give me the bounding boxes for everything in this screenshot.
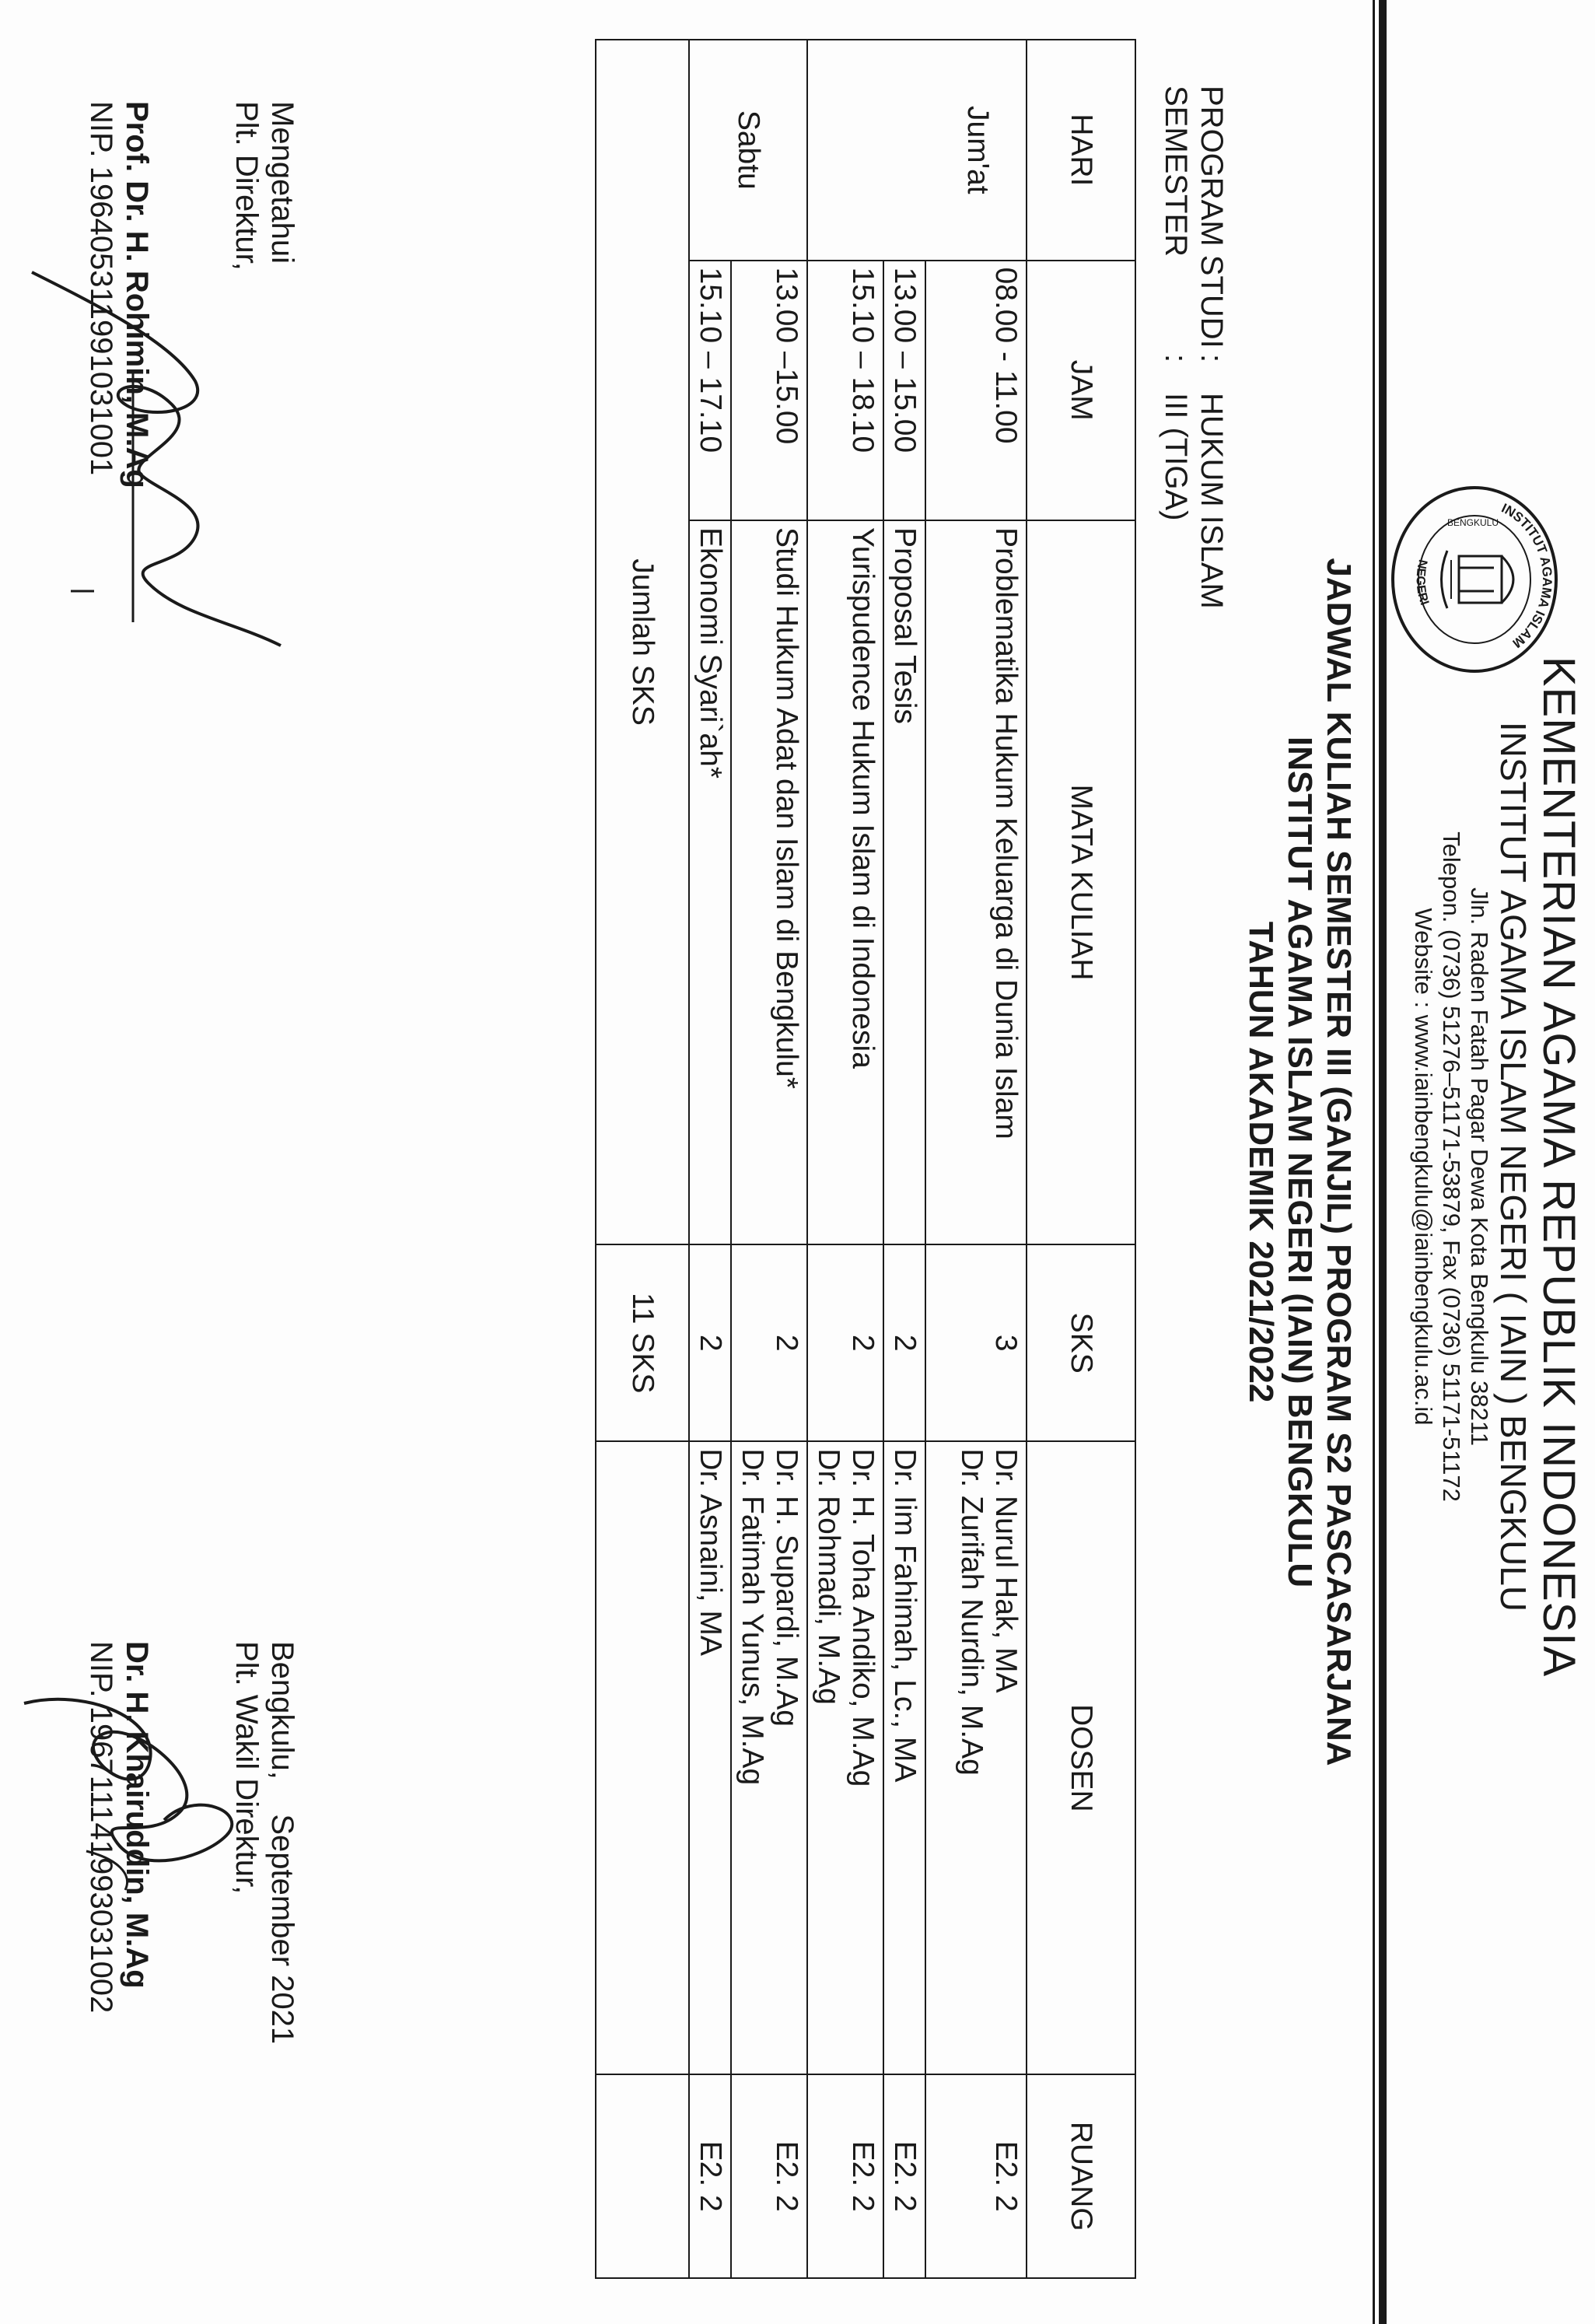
empty-cell: [596, 2074, 689, 2278]
table-total-row: [596, 40, 689, 2278]
separator: :: [1195, 354, 1229, 363]
cell-jam: 13.00 –15.00: [731, 261, 807, 520]
letterhead: [1409, 544, 1583, 1789]
handwritten-signature-director: [1, 257, 327, 661]
cell-mata-kuliah: Yurispudence Hukum Islam di Indonesia: [807, 520, 883, 1244]
cell-sks: 2: [731, 1244, 807, 1441]
lecturer-name: Dr. Iim Fahimah, Lc., MA: [888, 1448, 922, 1783]
sig-left-line1: Mengetahui: [265, 101, 299, 264]
header-mata-kuliah: MATA KULIAH: [1027, 520, 1135, 1244]
table-row: [807, 40, 883, 2278]
title-line-2: INSTITUT AGAMA ISLAM NEGERI (IAIN) BENGKULU: [1281, 736, 1319, 1588]
cell-sks: 2: [807, 1244, 883, 1441]
sig-left-line2: Plt. Direktur,: [229, 101, 264, 271]
institute-address: Jln. Raden Fatah Pagar Dewa Kota Bengkulu 38211: [1466, 887, 1493, 1447]
semester-row: [1158, 86, 1194, 609]
cell-jam: 13.00 – 15.00: [883, 261, 925, 520]
logo-text-top: INSTITUT AGAMA ISLAM: [1499, 500, 1555, 651]
sig-right-nip: NIP. 196711141993031002: [84, 1641, 118, 2014]
cell-jam: 15.10 – 17.10: [689, 261, 731, 520]
cell-mata-kuliah: Problematika Hukum Keluarga di Dunia Islam: [925, 520, 1027, 1244]
program-study-label: PROGRAM STUDI: [1195, 86, 1229, 348]
cell-dosen: [689, 1441, 731, 2074]
lecturer-name: Dr. Zurifah Nurdin, M.Ag: [955, 1448, 988, 1776]
sig-left-nip: NIP. 196405311991031001: [84, 101, 118, 476]
separator: :: [1159, 354, 1193, 363]
total-sks-label: Jumlah SKS: [596, 40, 689, 1244]
header-ruang: RUANG: [1027, 2074, 1135, 2278]
header-jam: JAM: [1027, 261, 1135, 520]
lecturer-name: Dr. Nurul Hak, MA: [989, 1448, 1023, 1693]
logo-text-bottom: NEGERI: [1413, 558, 1432, 607]
sig-right-line1: Bengkulu, September 2021: [265, 1641, 299, 2045]
cell-hari: Jum'at: [807, 40, 1027, 261]
sig-left-name: Prof. Dr. H. Rohimin, M.Ag: [120, 101, 154, 488]
lecturer-name: Dr. H. Toha Andiko, M.Ag: [846, 1448, 880, 1787]
institute-phone: Telepon. (0736) 51276–51171-53879, Fax (0736) 51171-51172: [1438, 831, 1465, 1502]
title-line-1: JADWAL KULIAH SEMESTER III (GANJIL) PROGRAM S2 PASCASARJANA: [1320, 558, 1358, 1766]
institute-website: Website : www.iainbengkulu@iainbengkulu.ac.id: [1410, 908, 1437, 1426]
cell-sks: 2: [689, 1244, 731, 1441]
lecturer-name: Dr. Rohmadi, M.Ag: [812, 1448, 845, 1705]
cell-ruang: E2. 2: [731, 2074, 807, 2278]
cell-ruang: E2. 2: [807, 2074, 883, 2278]
empty-cell: [596, 1441, 689, 2074]
cell-sks: 3: [925, 1244, 1027, 1441]
cell-dosen: [807, 1441, 883, 2074]
cell-sks: 2: [883, 1244, 925, 1441]
letterhead-rule-thin: [1373, 0, 1375, 2324]
cell-ruang: E2. 2: [925, 2074, 1027, 2278]
handwritten-signature-vice-director: [9, 1657, 320, 1906]
schedule-table: [595, 39, 1136, 2279]
lecturer-name: Dr. Asnaini, MA: [694, 1448, 727, 1656]
cell-jam: 15.10 – 18.10: [807, 261, 883, 520]
total-sks-value: 11 SKS: [596, 1244, 689, 1441]
cell-mata-kuliah: Studi Hukum Adat dan Islam di Bengkulu*: [731, 520, 807, 1244]
header-hari: HARI: [1027, 40, 1135, 261]
table-header-row: [1027, 40, 1135, 2278]
lecturer-name: Dr. H. Supardi, M.Ag: [770, 1448, 803, 1727]
schedule-title: [1241, 233, 1358, 2091]
header-dosen: DOSEN: [1027, 1441, 1135, 2074]
table-row: [925, 40, 1027, 2278]
letterhead-rule-thick: [1379, 0, 1387, 2324]
header-sks: SKS: [1027, 1244, 1135, 1441]
semester-value: III (TIGA): [1159, 393, 1193, 521]
cell-mata-kuliah: Ekonomi Syari`ah*: [689, 520, 731, 1244]
cell-dosen: [883, 1441, 925, 2074]
logo-text-left: BENGKULU: [1447, 517, 1499, 528]
lecturer-name: Dr. Fatimah Yunus, M.Ag: [736, 1448, 769, 1786]
table-row: [689, 40, 731, 2278]
title-line-3: TAHUN AKADEMIK 2021/2022: [1242, 921, 1280, 1403]
institute-name: INSTITUT AGAMA ISLAM NEGERI ( IAIN ) BENGKULU: [1493, 721, 1534, 1612]
semester-label: SEMESTER: [1159, 86, 1193, 257]
program-study-row: [1194, 86, 1229, 609]
table-row: [731, 40, 807, 2278]
program-info: [1158, 86, 1229, 609]
cell-mata-kuliah: Proposal Tesis: [883, 520, 925, 1244]
cell-hari: Sabtu: [689, 40, 807, 261]
cell-dosen: [925, 1441, 1027, 2074]
cell-dosen: [731, 1441, 807, 2074]
sig-right-name: Dr. H. Khairuddin, M.Ag: [120, 1641, 154, 1989]
program-study-value: HUKUM ISLAM: [1195, 393, 1229, 609]
table-row: [883, 40, 925, 2278]
cell-ruang: E2. 2: [883, 2074, 925, 2278]
sig-right-line2: Plt. Wakil Direktur,: [229, 1641, 264, 1895]
cell-ruang: E2. 2: [689, 2074, 731, 2278]
ministry-name: KEMENTERIAN AGAMA REPUBLIK INDONESIA: [1534, 656, 1584, 1678]
cell-jam: 08.00 - 11.00: [925, 261, 1027, 520]
